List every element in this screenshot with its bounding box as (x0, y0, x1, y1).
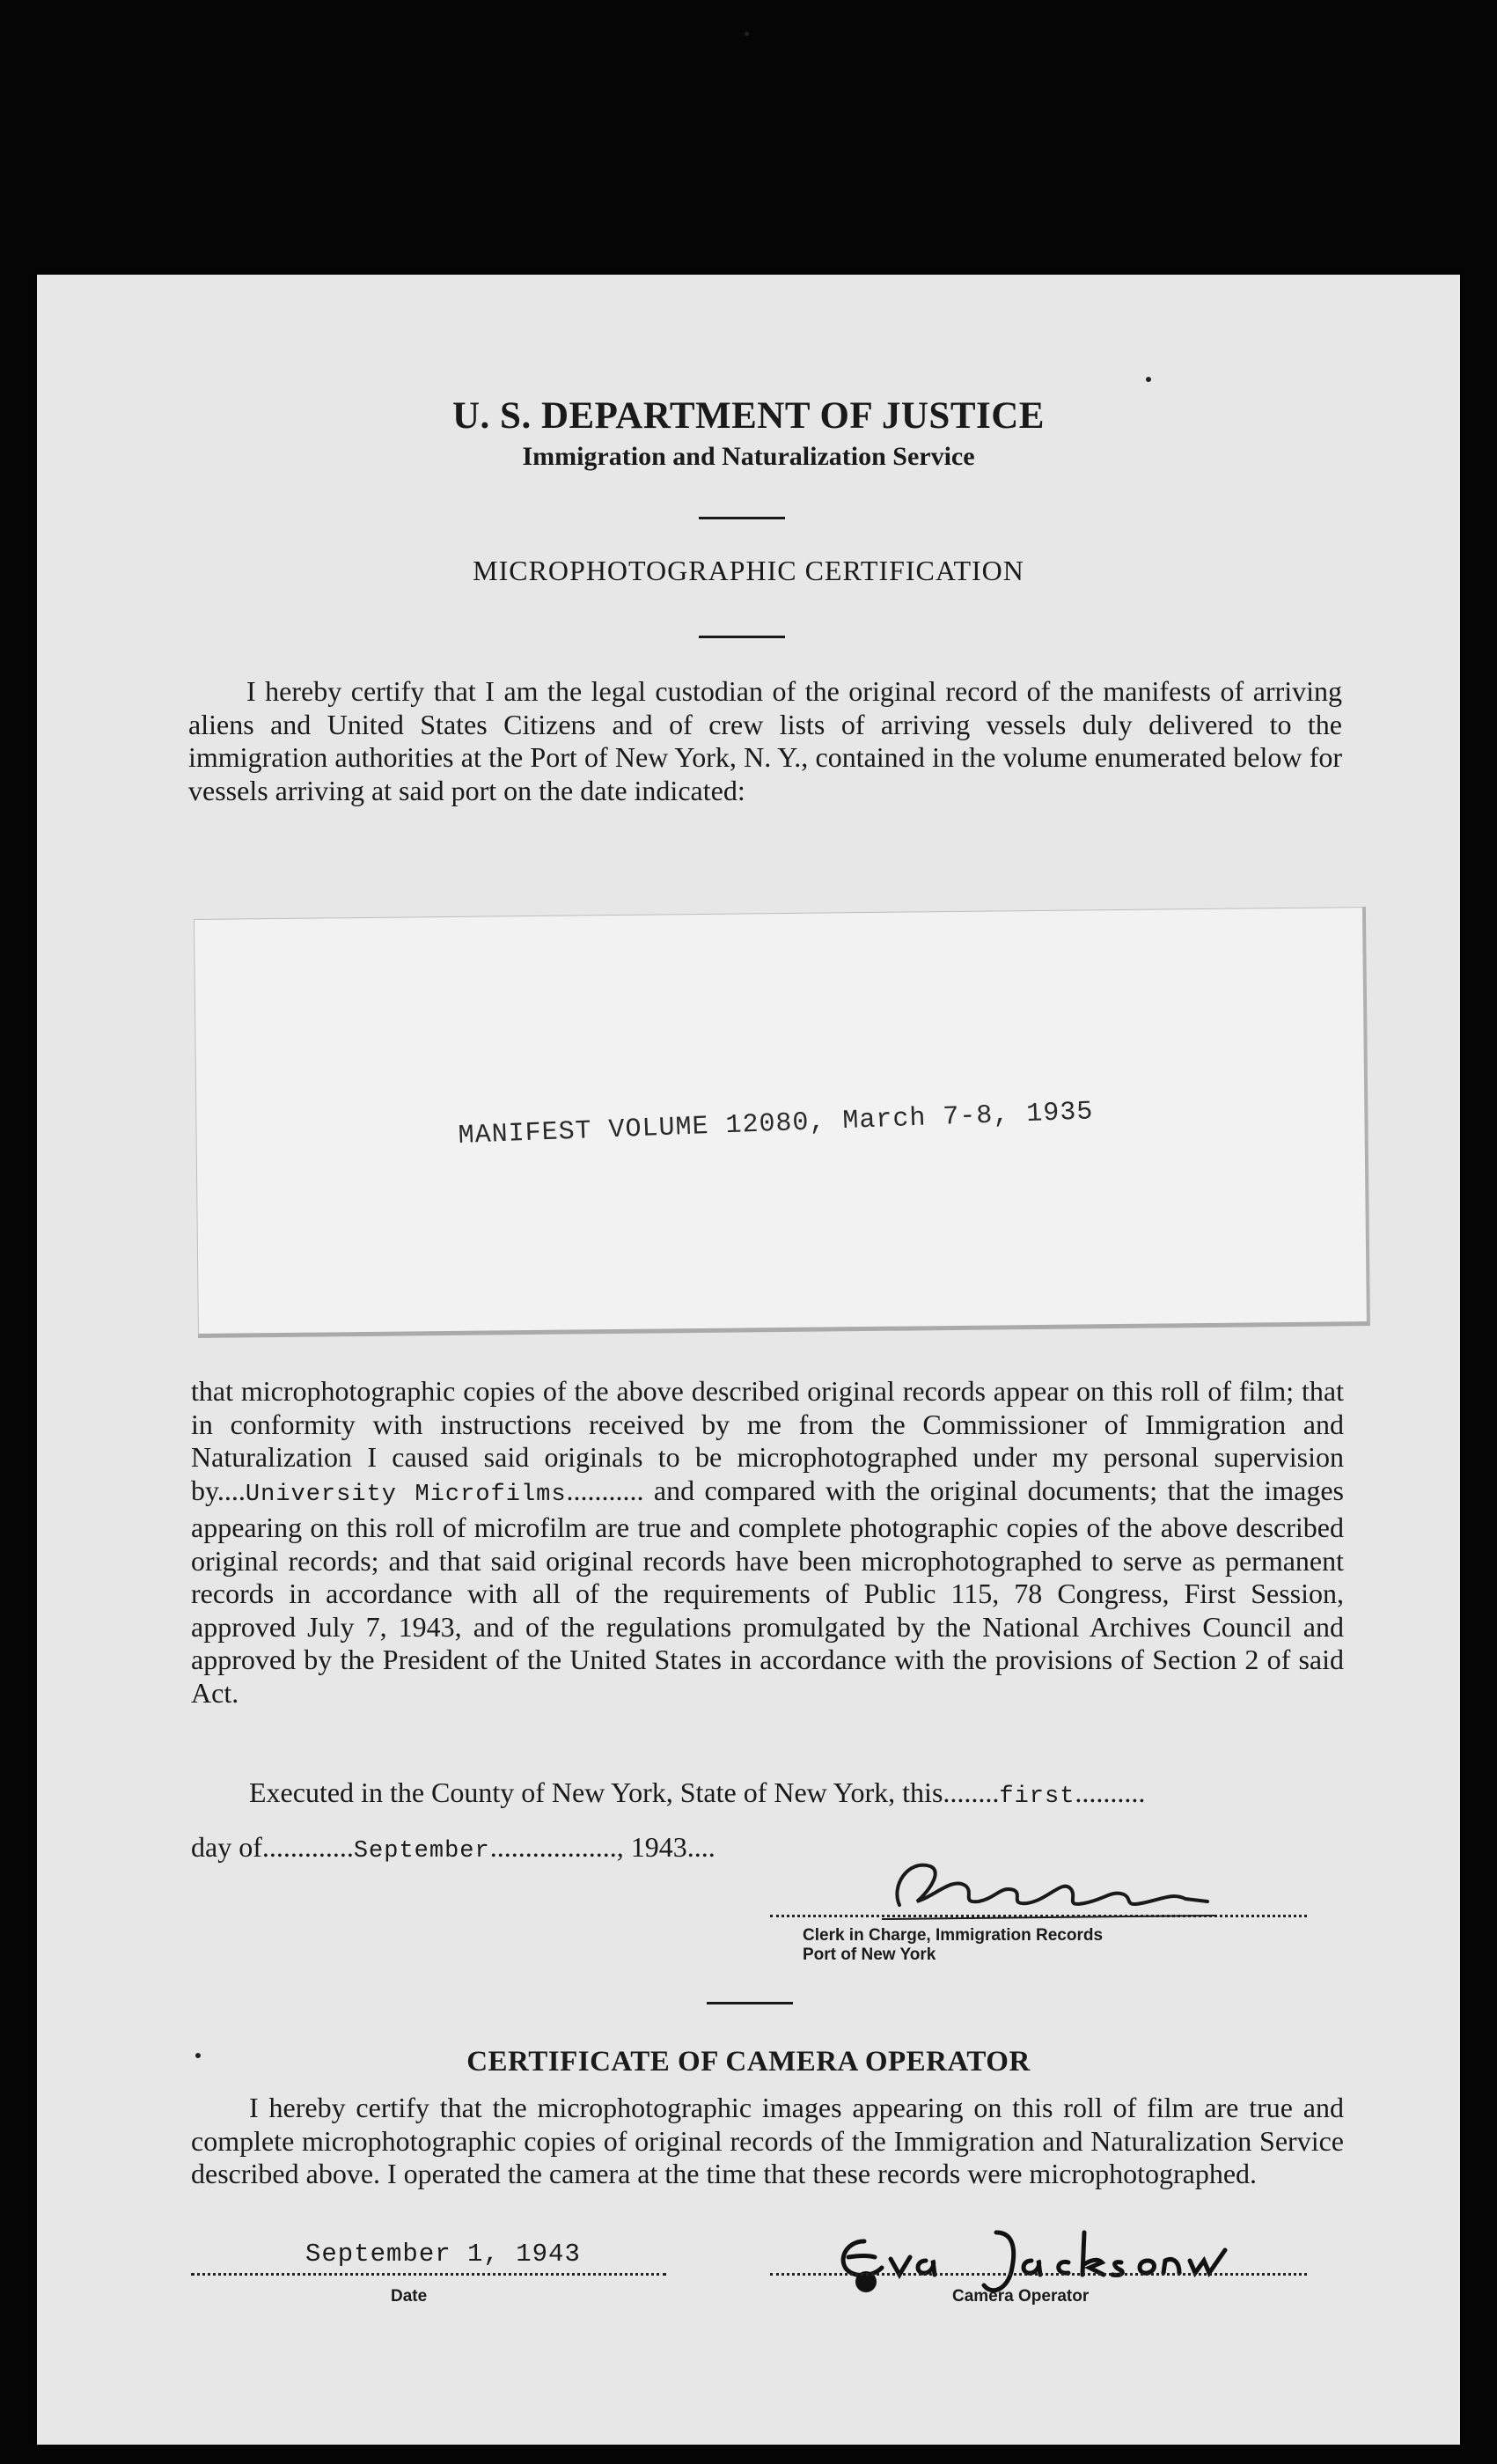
dust-speck (195, 2053, 201, 2058)
department-heading: U. S. DEPARTMENT OF JUSTICE (451, 395, 1045, 437)
certification-title: MICROPHOTOGRAPHIC CERTIFICATION (473, 555, 1024, 586)
divider-rule (699, 517, 785, 519)
divider-rule (707, 2002, 793, 2004)
execution-year: , 1943 (616, 1831, 687, 1863)
day-of-label: day of (191, 1831, 262, 1863)
supervisor-name: University Microfilms (245, 1481, 567, 1508)
body-text-part2: and compared with the original documents; that the images appearing on this roll of microfilm are true and complete photographic copies of the above described original records; and that said original records have been microphotographed to serve as permanent records in accordance with all of the requirements of Public 115, 78 Congress, First Session, approved July 7, 1943, and of the regulations promulgated by the National Archives Council and approved by the President of the United States in accordance with the provisions of Section 2 of said Act. (191, 1474, 1344, 1709)
divider-rule (699, 636, 785, 638)
operator-label: Camera Operator (952, 2287, 1090, 2306)
execution-line: Executed in the County of New York, State of New York, this........first.......... (249, 1776, 1146, 1810)
dust-speck (745, 32, 749, 36)
date-line (191, 2273, 666, 2276)
date-label: Date (391, 2287, 428, 2306)
camera-certificate-title: CERTIFICATE OF CAMERA OPERATOR (466, 2046, 1031, 2078)
volume-label-card (194, 907, 1370, 1338)
volume-label-text: MANIFEST VOLUME 12080, March 7-8, 1935 (458, 1097, 1094, 1151)
execution-date-line: day of.............September.................., 1943.... (191, 1831, 715, 1865)
operator-date: September 1, 1943 (305, 2240, 581, 2269)
intro-paragraph: I hereby certify that I am the legal custodian of the original record of the manifests of arriving aliens and United States Citizens and of crew lists of arriving vessels duly delivered to the immigration authorities at the Port of New York, N. Y., contained in the volume enumerated below for vessels arriving at said port on the date indicated: (188, 675, 1342, 806)
service-subheading: Immigration and Naturalization Service (522, 442, 975, 471)
clerk-caption: Clerk in Charge, Immigration Records Port of New York (803, 1926, 1104, 1964)
execution-month: September (353, 1838, 490, 1865)
execution-prefix: Executed in the County of New York, State of New York, this (249, 1776, 943, 1808)
body-text-part1: that microphotographic copies of the above described original records appear on this roll of film; that in conformity with instructions received by me from the Commissioner of Immigration and Naturalization I caused said originals to be microphotographed under my personal supervision by (191, 1375, 1344, 1506)
operator-signature-line (770, 2273, 1307, 2276)
clerk-signature-line (770, 1915, 1307, 1917)
execution-day: first (999, 1784, 1075, 1810)
certificate-page (37, 275, 1460, 2445)
camera-certificate-paragraph: I hereby certify that the microphotographic images appearing on this roll of film are true and complete microphotographic copies of original records of the Immigration and Naturalization Service described above. I operated the camera at the time that these records were microphotographed. (191, 2092, 1344, 2189)
dust-speck (1146, 377, 1151, 382)
clerk-signature (847, 1850, 1251, 1930)
certification-body: that microphotographic copies of the above described original records appear on this roll of film; that in conformity with instructions received by me from the Commissioner of Immigration and Naturalization I caused said originals to be microphotographed under my personal supervision by....University Microfilms........... and compared with the original documents; that the images appearing on this roll of microfilm are true and complete photographic copies of the above described original records; and that said original records have been microphotographed to serve as permanent records in accordance with all of the requirements of Public 115, 78 Congress, First Session, approved July 7, 1943, and of the regulations promulgated by the National Archives Council and approved by the President of the United States in accordance with the provisions of Section 2 of said Act. (191, 1375, 1344, 1709)
